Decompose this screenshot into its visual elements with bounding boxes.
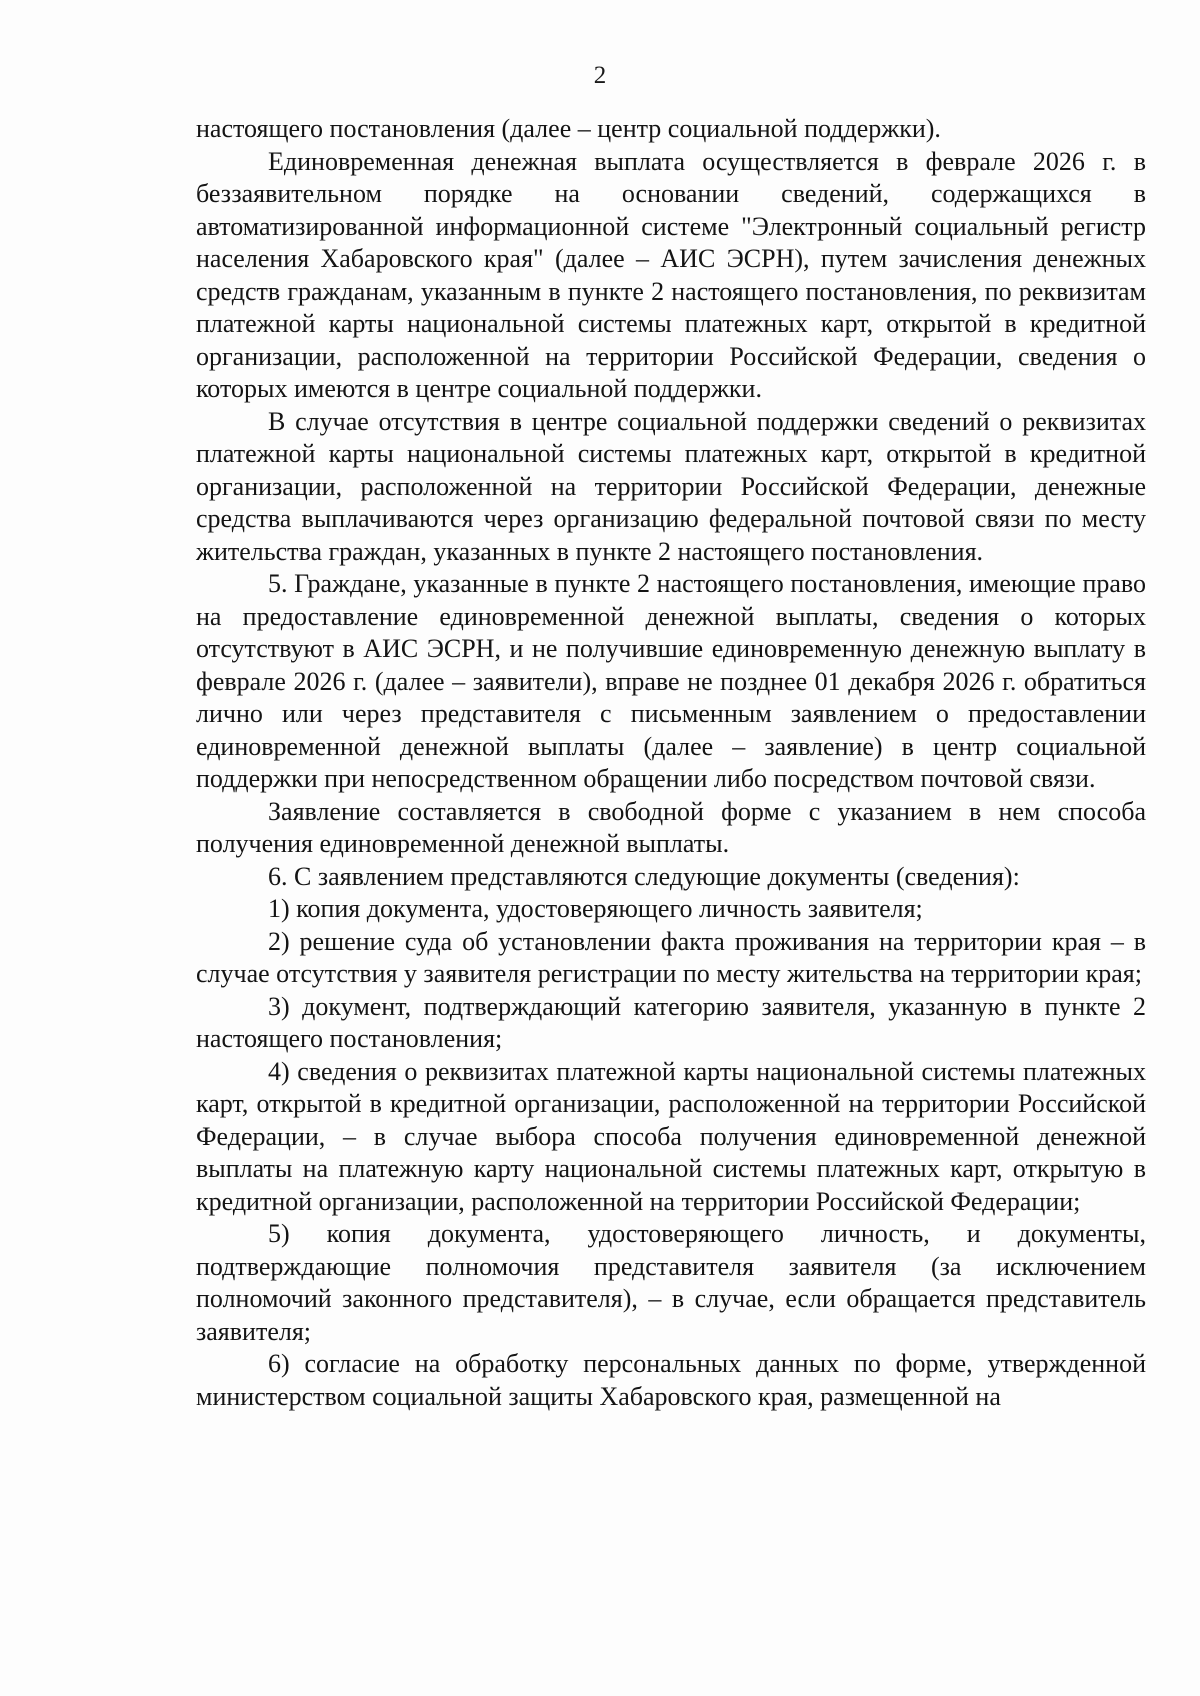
paragraph-application-form: Заявление составляется в свободной форме с указанием в нем способа получения единовременной денежной выплаты. — [196, 796, 1146, 858]
list-item-3: 3) документ, подтверждающий категорию заявителя, указанную в пункте 2 настоящего постановления; — [196, 991, 1146, 1053]
paragraph-item-5: 5. Граждане, указанные в пункте 2 настоящего постановления, имеющие право на предоставление единовременной денежной выплаты, сведения о которых отсутствуют в АИС ЭСРН, и не получившие единовременную денежную выплату в феврале 2026 г. (далее – заявители), вправе не позднее 01 декабря 2026 г. обратиться лично или через представителя с письменным заявлением о предоставлении единовременной денежной выплаты (далее – заявление) в центр социальной поддержки при непосредственном обращении либо посредством почтовой связи. — [196, 569, 1146, 793]
paragraph-continuation: настоящего постановления (далее – центр социальной поддержки). — [196, 114, 941, 143]
list-item-6: 6) согласие на обработку персональных данных по форме, утвержденной министерством социальной защиты Хабаровского края, размещенной на — [196, 1349, 1146, 1411]
list-item-5: 5) копия документа, удостоверяющего личность, и документы, подтверждающие полномочия представителя заявителя (за исключением полномочий законного представителя), – в случае, если обращается представитель заявителя; — [196, 1219, 1146, 1346]
paragraph-payment-procedure: Единовременная денежная выплата осуществляется в феврале 2026 г. в беззаявительном порядке на основании сведений, содержащихся в автоматизированной информационной системе "Электронный социальный регистр населения Хабаровского края" (далее – АИС ЭСРН), путем зачисления денежных средств гражданам, указанным в пункте 2 настоящего постановления, по реквизитам платежной карты национальной системы платежных карт, открытой в кредитной организации, расположенной на территории Российской Федерации, сведения о которых имеются в центре социальной поддержки. — [196, 146, 1146, 403]
page-number: 2 — [593, 62, 607, 89]
document-body — [196, 113, 1146, 1413]
list-item-2: 2) решение суда об установлении факта проживания на территории края – в случае отсутствия у заявителя регистрации по месту жительства на территории края; — [196, 926, 1146, 988]
paragraph-item-6: 6. С заявлением представляются следующие документы (сведения): — [268, 861, 1020, 891]
list-item-1: 1) копия документа, удостоверяющего личность заявителя; — [268, 894, 923, 923]
list-item-4: 4) сведения о реквизитах платежной карты национальной системы платежных карт, открытой в кредитной организации, расположенной на территории Российской Федерации, – в случае выбора способа получения единовременной денежной выплаты на платежную карту национальной системы платежных карт, открытую в кредитной организации, расположенной на территории Российской Федерации; — [196, 1056, 1146, 1216]
paragraph-postal-payment: В случае отсутствия в центре социальной поддержки сведений о реквизитах платежной карты национальной системы платежных карт, открытой в кредитной организации, расположенной на территории Российской Федерации, денежные средства выплачиваются через организацию федеральной почтовой связи по месту жительства граждан, указанных в пункте 2 настоящего постановления. — [196, 406, 1146, 566]
